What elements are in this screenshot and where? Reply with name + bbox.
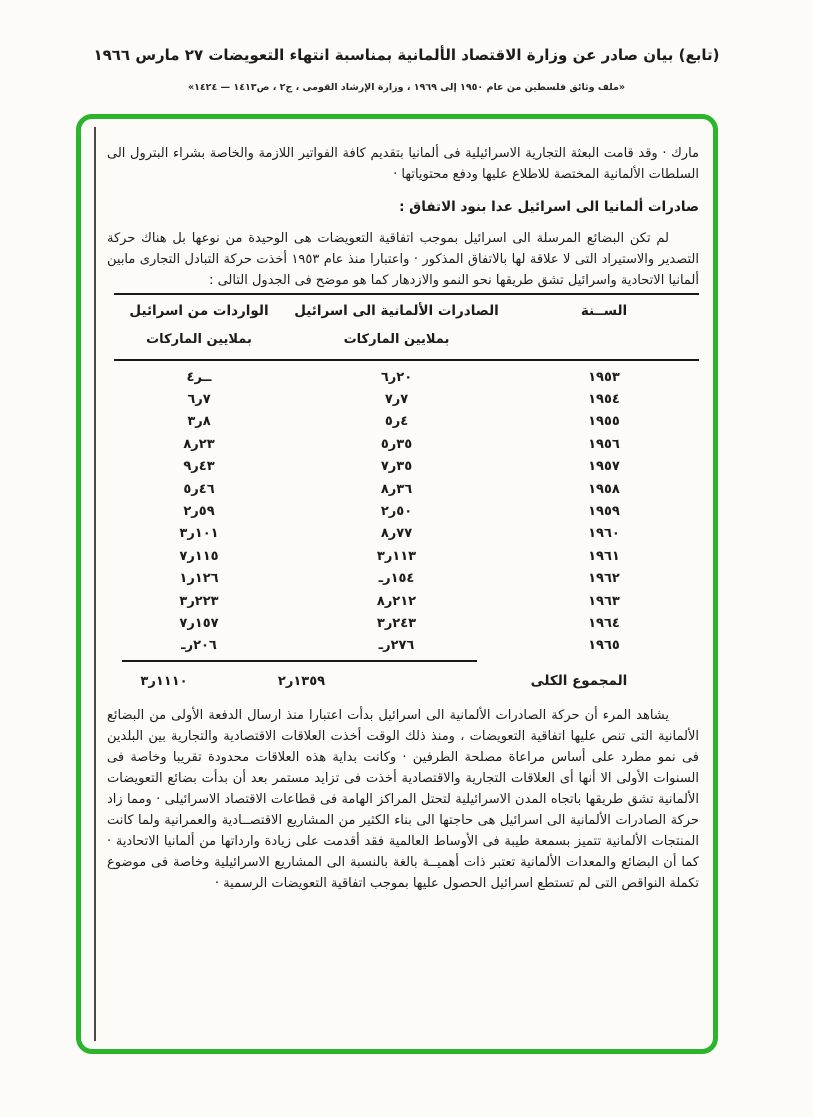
imports-column-unit: بملايين الماركات bbox=[146, 332, 252, 347]
table-row bbox=[114, 568, 699, 590]
document-body bbox=[81, 119, 713, 1049]
exports-value-cell: ٣٦ر٨ bbox=[380, 481, 413, 497]
imports-value-cell: ١١٥ر٧ bbox=[179, 548, 219, 564]
table-header bbox=[114, 293, 699, 361]
table-row bbox=[114, 612, 699, 634]
exports-column-header bbox=[284, 302, 509, 359]
closing-paragraph: يشاهد المرء أن حركة الصادرات الألمانية الى اسرائيل بدأت اعتبارا منذ ارسال الدفعة الأولى من البضائع الألمانية التى تنص عليها اتفاقية التعويضات ، ومنذ ذلك الوقت أخذت العلاقات الاقتصادية والتجارية بين البلدين فى نمو مطرد على أساس مراعاة مصلحة الطرفين · وكانت بداية هذه العلاقات محدودة تقريبا وخاصة فى السنوات الأولى الا أنها أى العلاقات التجارية والاقتصادية أخذت فى تزايد مستمر بعد أن بدأت بضائع التعويضات الألمانية تشق طريقها باتجاه المدن الاسرائيلية لتحتل المراكز الهامة فى قطاعات الاقتصاد الاسرائيلى · ومما زاد حركة الصادرات الألمانية الى اسرائيل هى حاجتها الى بناء الكثير من المشاريع الاقتصــادية والعمرانية ولما كانت المنتجات الألمانية تتميز بسمعة طيبة فى الأوساط العالمية فقد أقدمت على زيادة وارداتها من ألمانيا الاتحادية · كما أن البضائع والمعدات الألمانية تعتبر ذات أهميــة بالغة بالنسبة الى المشاريع الاسرائيلية وخاصة فى موضوع تكملة النواقص التى لم تستطع اسرائيل الحصول عليها بموجب اتفاقية التعويضات الرسمية · bbox=[107, 708, 699, 892]
exports-value-cell: ٢٤٣ر٣ bbox=[376, 615, 417, 631]
table-row bbox=[114, 500, 699, 522]
year-column-header bbox=[509, 302, 699, 359]
imports-value-cell: ٢٢٣ر٣ bbox=[179, 593, 219, 609]
totals-divider bbox=[122, 660, 477, 662]
exports-column-unit: بملايين الماركات bbox=[343, 332, 450, 347]
imports-value-cell: ٧ر٦ bbox=[187, 392, 211, 408]
year-cell: ١٩٥٦ bbox=[588, 436, 620, 452]
table-row bbox=[114, 590, 699, 612]
table-body bbox=[114, 361, 699, 657]
imports-value-cell: ــر٤ bbox=[186, 369, 212, 385]
total-label: المجموع الكلى bbox=[530, 673, 628, 690]
exports-value-cell: ٢٠ر٦ bbox=[380, 369, 413, 385]
table-row bbox=[114, 433, 699, 455]
imports-value-cell: ١٢٦ر١ bbox=[179, 571, 219, 587]
imports-value-cell: ١٠١ر٣ bbox=[179, 526, 219, 542]
table-row bbox=[114, 523, 699, 545]
page-title: (تابع) بيان صادر عن وزارة الاقتصاد الألمانية بمناسبة انتهاء التعويضات ٢٧ مارس ١٩٦٦ bbox=[93, 46, 720, 64]
table-row bbox=[114, 411, 699, 433]
total-row bbox=[114, 671, 699, 692]
exports-value-cell: ٢١٢ر٨ bbox=[376, 593, 417, 609]
exports-value-cell: ٧٧ر٨ bbox=[380, 526, 413, 542]
exports-value-cell: ٤ر٥ bbox=[384, 414, 409, 430]
intro-paragraph: لم تكن البضائع المرسلة الى اسرائيل بموجب اتفاقية التعويضات هى الوحيدة من نوعها بل هناك حركة التصدير والاستيراد التى لا علاقة لها بالاتفاق المذكور · واعتبارا منذ عام ١٩٥٣ أخذت حركة التبادل التجارى مابين ألمانيا الاتحادية واسرائيل تشق طريقها نحو النمو والازدهار كما هو موضح فى الجدول التالى : bbox=[107, 231, 699, 288]
imports-value-cell: ٤٣ر٩ bbox=[183, 459, 215, 475]
year-cell: ١٩٥٨ bbox=[588, 481, 620, 497]
exports-value-cell: ١٥٤رـ bbox=[378, 571, 415, 587]
imports-column-label: الواردات من اسرائيل bbox=[129, 303, 269, 319]
table-row bbox=[114, 635, 699, 657]
exports-value-cell: ٣٥ر٥ bbox=[380, 436, 413, 452]
opening-paragraph: مارك · وقد قامت البعثة التجارية الاسرائيلية فى ألمانيا بتقديم كافة الفواتير اللازمة والخاصة بشراء البترول الى السلطات الألمانية المختصة للاطلاع عليها ودفع محتوياتها · bbox=[107, 146, 699, 182]
document-frame bbox=[76, 114, 718, 1054]
imports-value-cell: ٢٣ر٨ bbox=[183, 436, 215, 452]
table-row bbox=[114, 545, 699, 567]
exports-value-cell: ٥٠ر٢ bbox=[380, 504, 413, 520]
table-row bbox=[114, 366, 699, 388]
year-cell: ١٩٥٩ bbox=[588, 504, 620, 520]
year-cell: ١٩٦٠ bbox=[588, 526, 620, 542]
exports-value-cell: ١١٣ر٣ bbox=[376, 548, 417, 564]
year-cell: ١٩٥٧ bbox=[588, 459, 620, 475]
imports-value-cell: ٢٠٦رـ bbox=[181, 638, 217, 654]
year-cell: ١٩٦٤ bbox=[588, 615, 620, 631]
trade-table bbox=[114, 293, 699, 692]
year-cell: ١٩٦٥ bbox=[588, 638, 620, 654]
source-citation: «ملف وثائق فلسطين من عام ١٩٥٠ إلى ١٩٦٩ ، وزارة الإرشاد القومى ، ج٢ ، ص١٤١٣ — ١٤٢٤» bbox=[187, 82, 626, 93]
exports-value-cell: ٢٧٦رـ bbox=[378, 638, 415, 654]
year-cell: ١٩٦٢ bbox=[588, 571, 620, 587]
imports-value-cell: ١٥٧ر٧ bbox=[179, 615, 219, 631]
exports-value-cell: ٧ر٧ bbox=[384, 392, 409, 408]
exports-value-cell: ٣٥ر٧ bbox=[380, 459, 413, 475]
year-cell: ١٩٥٥ bbox=[588, 414, 620, 430]
table-row bbox=[114, 456, 699, 478]
total-imports: ١١١٠ر٣ bbox=[140, 674, 188, 690]
table-row bbox=[114, 478, 699, 500]
year-cell: ١٩٦١ bbox=[588, 548, 620, 564]
year-cell: ١٩٥٣ bbox=[588, 369, 620, 385]
imports-column-header bbox=[114, 302, 284, 359]
exports-column-label: الصادرات الألمانية الى اسرائيل bbox=[294, 303, 499, 319]
year-column-label: الســنة bbox=[580, 303, 628, 319]
table-row bbox=[114, 388, 699, 410]
imports-value-cell: ٤٦ر٥ bbox=[183, 481, 215, 497]
year-cell: ١٩٦٣ bbox=[588, 593, 620, 609]
imports-value-cell: ٥٩ر٢ bbox=[183, 504, 215, 520]
imports-value-cell: ٨ر٣ bbox=[187, 414, 211, 430]
section-heading: صادرات ألمانيا الى اسرائيل عدا بنود الاتفاق : bbox=[399, 199, 699, 215]
year-cell: ١٩٥٤ bbox=[588, 392, 620, 408]
total-exports: ١٣٥٩ر٢ bbox=[277, 674, 326, 690]
